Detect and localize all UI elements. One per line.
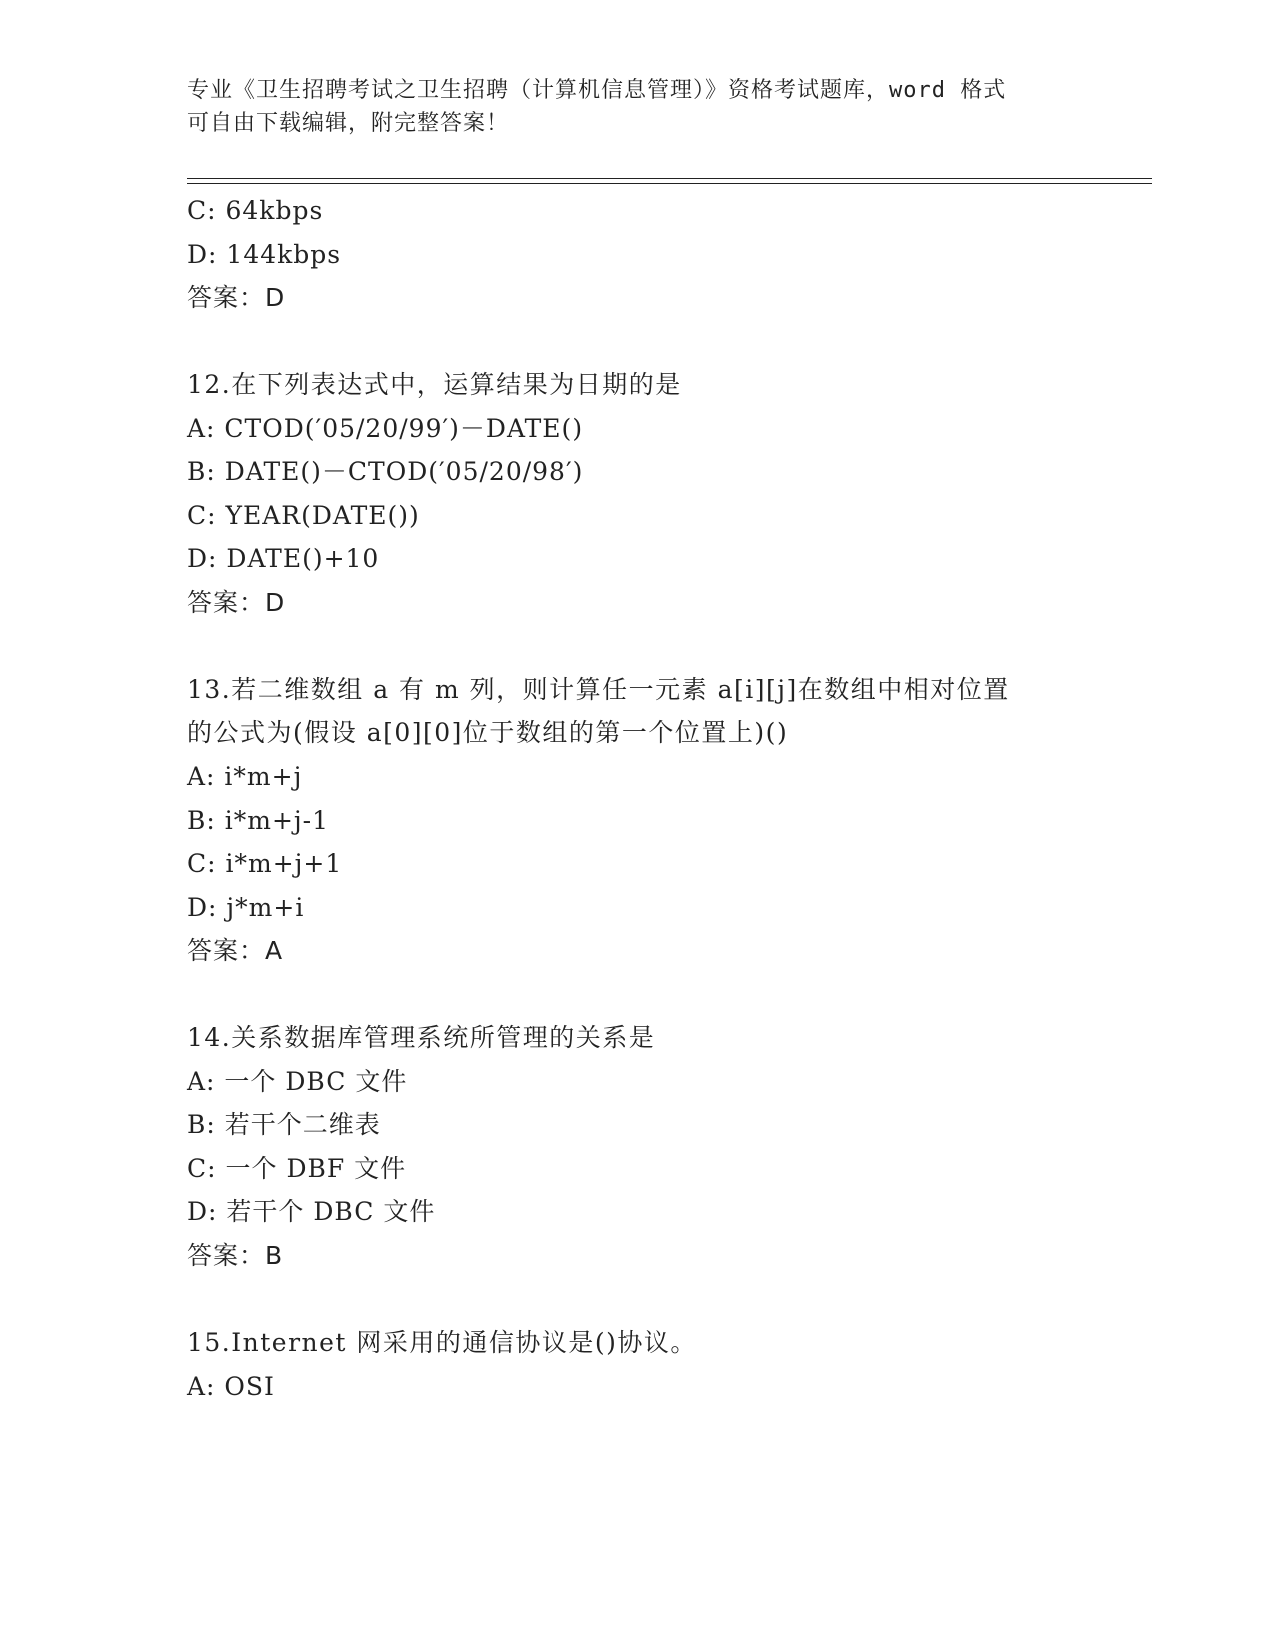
question-14-stem: 14.关系数据库管理系统所管理的关系是 [187, 1023, 656, 1052]
question-13-option-a: A: i*m+j [187, 762, 303, 791]
document-header [187, 74, 1067, 140]
question-14-option-c: C: 一个 DBF 文件 [187, 1154, 407, 1183]
question-12-option-a: A: CTOD(′05/20/99′)－DATE() [187, 414, 584, 443]
question-13-answer: 答案：A [187, 936, 284, 965]
question-13-option-c: C: i*m+j+1 [187, 849, 343, 878]
question-13-option-b: B: i*m+j-1 [187, 806, 329, 835]
answer: 答案：D [187, 283, 286, 312]
question-12-option-c: C: YEAR(DATE()) [187, 501, 420, 530]
question-15-option-a: A: OSI [187, 1372, 275, 1401]
option-c: C: 64kbps [187, 196, 324, 225]
question-14-option-a: A: 一个 DBC 文件 [187, 1067, 408, 1096]
header-rule-bottom [187, 183, 1152, 184]
question-15-stem: 15.Internet 网采用的通信协议是()协议。 [187, 1328, 697, 1357]
header-rule-top [187, 178, 1152, 179]
question-12-option-d: D: DATE()+10 [187, 544, 380, 573]
question-13-stem-line-1: 13.若二维数组 a 有 m 列，则计算任一元素 a[i][j]在数组中相对位置 [187, 675, 1010, 704]
question-14-option-b: B: 若干个二维表 [187, 1110, 381, 1139]
header-line-1: 专业《卫生招聘考试之卫生招聘（计算机信息管理）》资格考试题库，word 格式 [187, 78, 1007, 103]
question-14-answer: 答案：B [187, 1241, 284, 1270]
header-line-2: 可自由下载编辑，附完整答案！ [187, 111, 510, 136]
question-14-option-d: D: 若干个 DBC 文件 [187, 1197, 436, 1226]
question-13-stem-line-2: 的公式为(假设 a[0][0]位于数组的第一个位置上)() [187, 718, 789, 747]
question-12-answer: 答案：D [187, 588, 286, 617]
question-12-option-b: B: DATE()－CTOD(′05/20/98′) [187, 457, 584, 486]
question-12-stem: 12.在下列表达式中，运算结果为日期的是 [187, 370, 682, 399]
question-13-option-d: D: j*m+i [187, 893, 305, 922]
option-d: D: 144kbps [187, 240, 342, 269]
